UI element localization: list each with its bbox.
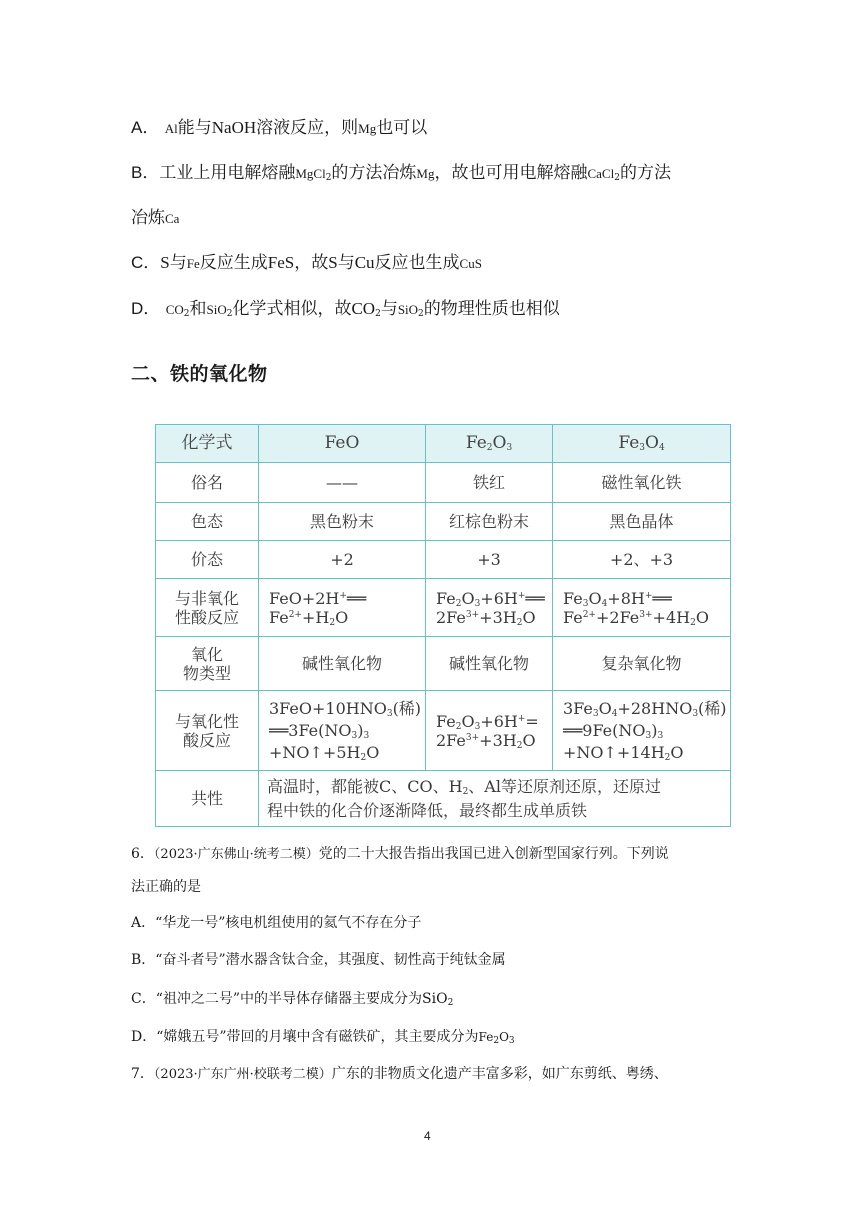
cell-feo-oxidizing: $3FeO+10HNO_3$(稀) $══3Fe(NO_3)_3$ $+NO↑+5H_2O$ <box>259 691 426 771</box>
table-row-oxidizing-acid <box>156 691 731 771</box>
cell-fe3o4-type: 复杂氧化物 <box>553 637 731 691</box>
question-6-stem: 6．（2023·广东佛山·统考二模）党的二十大报告指出我国已进入创新型国家行列。下列说 <box>131 846 669 862</box>
row-label-color-state: 色态 <box>156 503 259 541</box>
question-7-stem: 7．（2023·广东广州·校联考二模）广东的非物质文化遗产丰富多彩，如广东剪纸、粤绣、 <box>131 1066 668 1082</box>
table-row-valence <box>156 541 731 579</box>
row-label-valence: 价态 <box>156 541 259 579</box>
row-label-common-name: 俗名 <box>156 463 259 503</box>
option-b: B．工业上用电解熔融MgCl$_2$的方法冶炼Mg，故也可用电解熔融CaCl$_2$的方法 <box>131 163 671 183</box>
iron-oxides-table <box>155 424 731 827</box>
cell-commonality: 高温时，都能被C、CO、$H_2$、Al等还原剂还原，还原过 程中铁的化合价逐渐降低，最终都生成单质铁 <box>259 771 731 827</box>
option-c: C．S与Fe反应生成FeS，故S与Cu反应也生成CuS <box>131 253 482 273</box>
cell-feo-type: 碱性氧化物 <box>259 637 426 691</box>
cell-fe3o4-non-oxidizing: $Fe_3O_4+8H^+══$ $Fe^{2+}+2Fe^{3+}+4H_2O$ <box>553 579 731 637</box>
cell-fe3o4-oxidizing: $3Fe_3O_4+28HNO_3$(稀) $══9Fe(NO_3)_3$ $+NO↑+14H_2O$ <box>553 691 731 771</box>
table-row-commonality <box>156 771 731 827</box>
cell-fe3o4-valence: +2、+3 <box>553 541 731 579</box>
option-b-continued: 冶炼Ca <box>131 208 180 228</box>
cell-feo-non-oxidizing: FeO+2H+══ $Fe^{2+}+H_2O$ <box>259 579 426 637</box>
row-label-commonality: 共性 <box>156 771 259 827</box>
cell-fe2o3-color: 红棕色粉末 <box>426 503 553 541</box>
question-6-option-b: B．“奋斗者号”潜水器含钛合金，其强度、韧性高于纯钛金属 <box>131 952 506 968</box>
cell-feo-name: —— <box>259 463 426 503</box>
cell-fe3o4-name: 磁性氧化铁 <box>553 463 731 503</box>
table-row-non-oxidizing-acid <box>156 579 731 637</box>
cell-feo-valence: +2 <box>259 541 426 579</box>
row-label-non-oxidizing-acid: 与非氧化 性酸反应 <box>156 579 259 637</box>
cell-fe3o4: $Fe_3O_4$ <box>553 425 731 463</box>
row-label-formula: 化学式 <box>156 425 259 463</box>
cell-fe2o3-non-oxidizing: $Fe_2O_3+6H^+══$ $2Fe^{3+}+3H_2O$ <box>426 579 553 637</box>
cell-feo-color: 黑色粉末 <box>259 503 426 541</box>
cell-fe2o3-name: 铁红 <box>426 463 553 503</box>
question-6-option-d: D．“嫦娥五号”带回的月壤中含有磁铁矿，其主要成分为$Fe_2O_3$ <box>131 1029 515 1046</box>
question-6-option-a: A．“华龙一号”核电机组使用的氦气不存在分子 <box>131 915 422 931</box>
row-label-oxidizing-acid: 与氧化性 酸反应 <box>156 691 259 771</box>
table-row-color-state <box>156 503 731 541</box>
page-number: 4 <box>424 1129 431 1143</box>
row-label-oxide-type: 氧化 物类型 <box>156 637 259 691</box>
table-row-common-name <box>156 463 731 503</box>
option-d: D． $CO_2$和SiO$_2$化学式相似，故$CO_2$与SiO$_2$的物理性质也相似 <box>131 299 560 319</box>
cell-feo: FeO <box>259 425 426 463</box>
table-row-oxide-type <box>156 637 731 691</box>
question-6-stem-continued: 法正确的是 <box>131 879 201 895</box>
option-a: A． Al能与NaOH溶液反应，则Mg也可以 <box>131 118 428 138</box>
question-6-option-c: C．“祖冲之二号”中的半导体存储器主要成分为SiO$_2$ <box>131 991 454 1008</box>
cell-fe2o3-valence: +3 <box>426 541 553 579</box>
cell-fe3o4-color: 黑色晶体 <box>553 503 731 541</box>
cell-fe2o3-oxidizing: $Fe_2O_3+6H^+=$ $2Fe^{3+}+3H_2O$ <box>426 691 553 771</box>
section-heading: 二、铁的氧化物 <box>131 363 268 385</box>
cell-fe2o3-type: 碱性氧化物 <box>426 637 553 691</box>
cell-fe2o3: $Fe_2O_3$ <box>426 425 553 463</box>
table-row-formula <box>156 425 731 463</box>
